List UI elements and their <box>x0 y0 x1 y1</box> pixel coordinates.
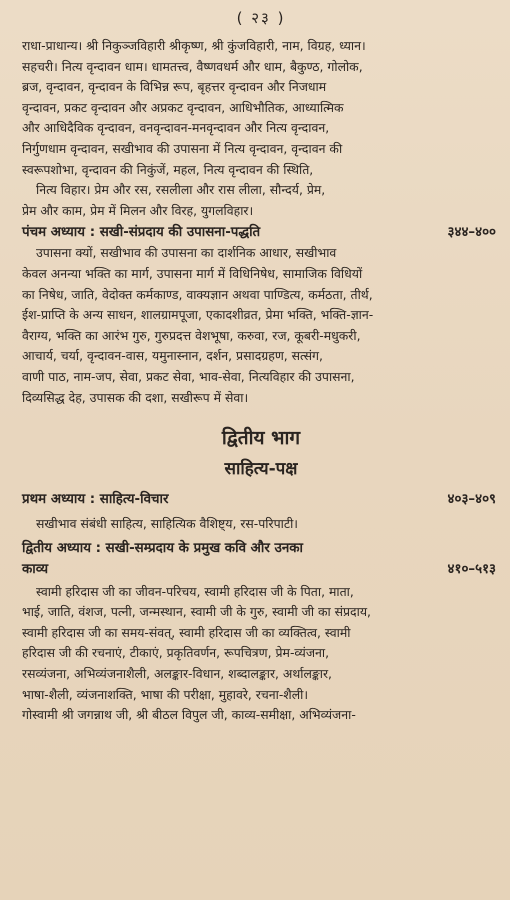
text-line: भाषा-शैली, व्यंजनाशक्ति, भाषा की परीक्षा, मुहावरे, रचना-शैली। <box>22 686 309 702</box>
text-line: वैराग्य, भक्ति का आरंभ गुरु, गुरुप्रदत्त वेशभूषा, करुवा, रज, कूबरी-मधुकरी, <box>22 327 361 343</box>
chapter-title: द्वितीय अध्याय : सखी-सम्प्रदाय के प्रमुख कवि और उनका <box>22 540 304 556</box>
text-line: राधा-प्राधान्य। श्री निकुञ्जविहारी श्रीकृष्ण, श्री कुंजविहारी, नाम, विग्रह, ध्यान। <box>22 38 366 53</box>
text-line: ईश-प्राप्ति के अन्य साधन, शालग्रामपूजा, एकादशीव्रत, प्रेमा भक्ति, भक्ति-ज्ञान- <box>22 307 374 323</box>
text-line: वृन्दावन, प्रकट वृन्दावन और अप्रकट वृन्दावन, आधिभौतिक, आध्यात्मिक <box>22 99 344 115</box>
part-subtitle: साहित्य-पक्ष <box>224 459 298 480</box>
text-line: प्रेम और काम, प्रेम में मिलन और विरह, युगलविहार। <box>22 202 254 218</box>
block-sahitya <box>22 514 500 535</box>
text-line: सखीभाव संबंधी साहित्य, साहित्यिक वैशिष्ट्य, रस-परिपाटी। <box>36 516 298 532</box>
block-upasana-cont <box>22 264 500 408</box>
page-range: ४१०–५१३ <box>447 561 496 577</box>
text-line: हरिदास जी की रचनाएं, टीकाएं, प्रकृतिवर्णन, रूपचित्रण, प्रेम-व्यंजना, <box>22 645 330 661</box>
text-line: का निषेध, जाति, वेदोक्त कर्मकाण्ड, वाक्यज्ञान अथवा पाण्डित्य, कर्मठता, तीर्थ, <box>22 286 373 302</box>
text-line: केवल अनन्या भक्ति का मार्ग, उपासना मार्ग में विधिनिषेध, सामाजिक विधियों <box>22 265 363 281</box>
chapter-heading <box>22 538 496 580</box>
text-line: नित्य विहार। प्रेम और रस, रसलीला और रास लीला, सौन्दर्य, प्रेम, <box>36 182 326 198</box>
text-line: स्वरूपशोभा, वृन्दावन की निकुंजें, महल, नित्य वृन्दावन की स्थिति, <box>22 161 314 177</box>
text-line: निर्गुणधाम वृन्दावन, सखीभाव की उपासना में नित्य वृन्दावन, वृन्दावन की <box>22 140 343 156</box>
text-line: रसव्यंजना, अभिव्यंजनाशैली, अलङ्कार-विधान, शब्दालङ्कार, अर्थालङ्कार, <box>22 666 332 682</box>
text-line: गोस्वामी श्री जगन्नाथ जी, श्री बीठल विपुल जी, काव्य-समीक्षा, अभिव्यंजना- <box>22 707 356 723</box>
block-haridas <box>22 582 500 726</box>
text-line: सहचरी। नित्य वृन्दावन धाम। धामतत्त्व, वैष्णवधर्म और धाम, बैकुण्ठ, गोलोक, <box>22 58 363 74</box>
part-title: द्वितीय भाग <box>221 427 301 450</box>
block-upasana <box>22 243 500 264</box>
text-line: आचार्य, चर्या, वृन्दावन-वास, यमुनास्नान, दर्शन, प्रसादग्रहण, सत्संग, <box>22 348 323 364</box>
text-line: स्वामी हरिदास जी का जीवन-परिचय, स्वामी हरिदास जी के पिता, माता, <box>36 583 354 599</box>
page-number: ( २३ ) <box>236 9 286 27</box>
text-line: स्वामी हरिदास जी का समय-संवत्, स्वामी हरिदास जी का व्यक्तित्व, स्वामी <box>22 624 351 640</box>
chapter-title: प्रथम अध्याय : साहित्य-विचार <box>22 492 169 508</box>
text-line: ब्रज, वृन्दावन, वृन्दावन के विभिन्न रूप, बृहत्तर वृन्दावन और निजधाम <box>22 79 327 95</box>
block-radha-vrindavan <box>22 36 500 180</box>
page-range: ३४४–४०० <box>447 225 496 241</box>
text-line: भाई, जाति, वंशज, पत्नी, जन्मस्थान, स्वामी जी के गुरु, स्वामी जी का संप्रदाय, <box>22 604 371 620</box>
text-line: वाणी पाठ, नाम-जप, सेवा, प्रकट सेवा, भाव-सेवा, नित्यविहार की उपासना, <box>22 368 355 384</box>
chapter-heading <box>22 489 496 510</box>
text-line: और आधिदैविक वृन्दावन, वनवृन्दावन-मनवृन्दावन और नित्य वृन्दावन, <box>22 120 330 136</box>
block-nitya-vihar <box>22 180 500 221</box>
chapter-title-cont: काव्य <box>22 561 49 577</box>
page-range: ४०३–४०९ <box>447 492 496 508</box>
chapter-title: पंचम अध्याय : सखी-संप्रदाय की उपासना-पद्धति <box>22 225 261 241</box>
chapter-heading <box>22 222 496 243</box>
text-line: उपासना क्यों, सखीभाव की उपासना का दार्शनिक आधार, सखीभाव <box>36 245 337 261</box>
text-line: दिव्यसिद्ध देह, उपासक की दशा, सखीरूप में सेवा। <box>22 389 249 405</box>
